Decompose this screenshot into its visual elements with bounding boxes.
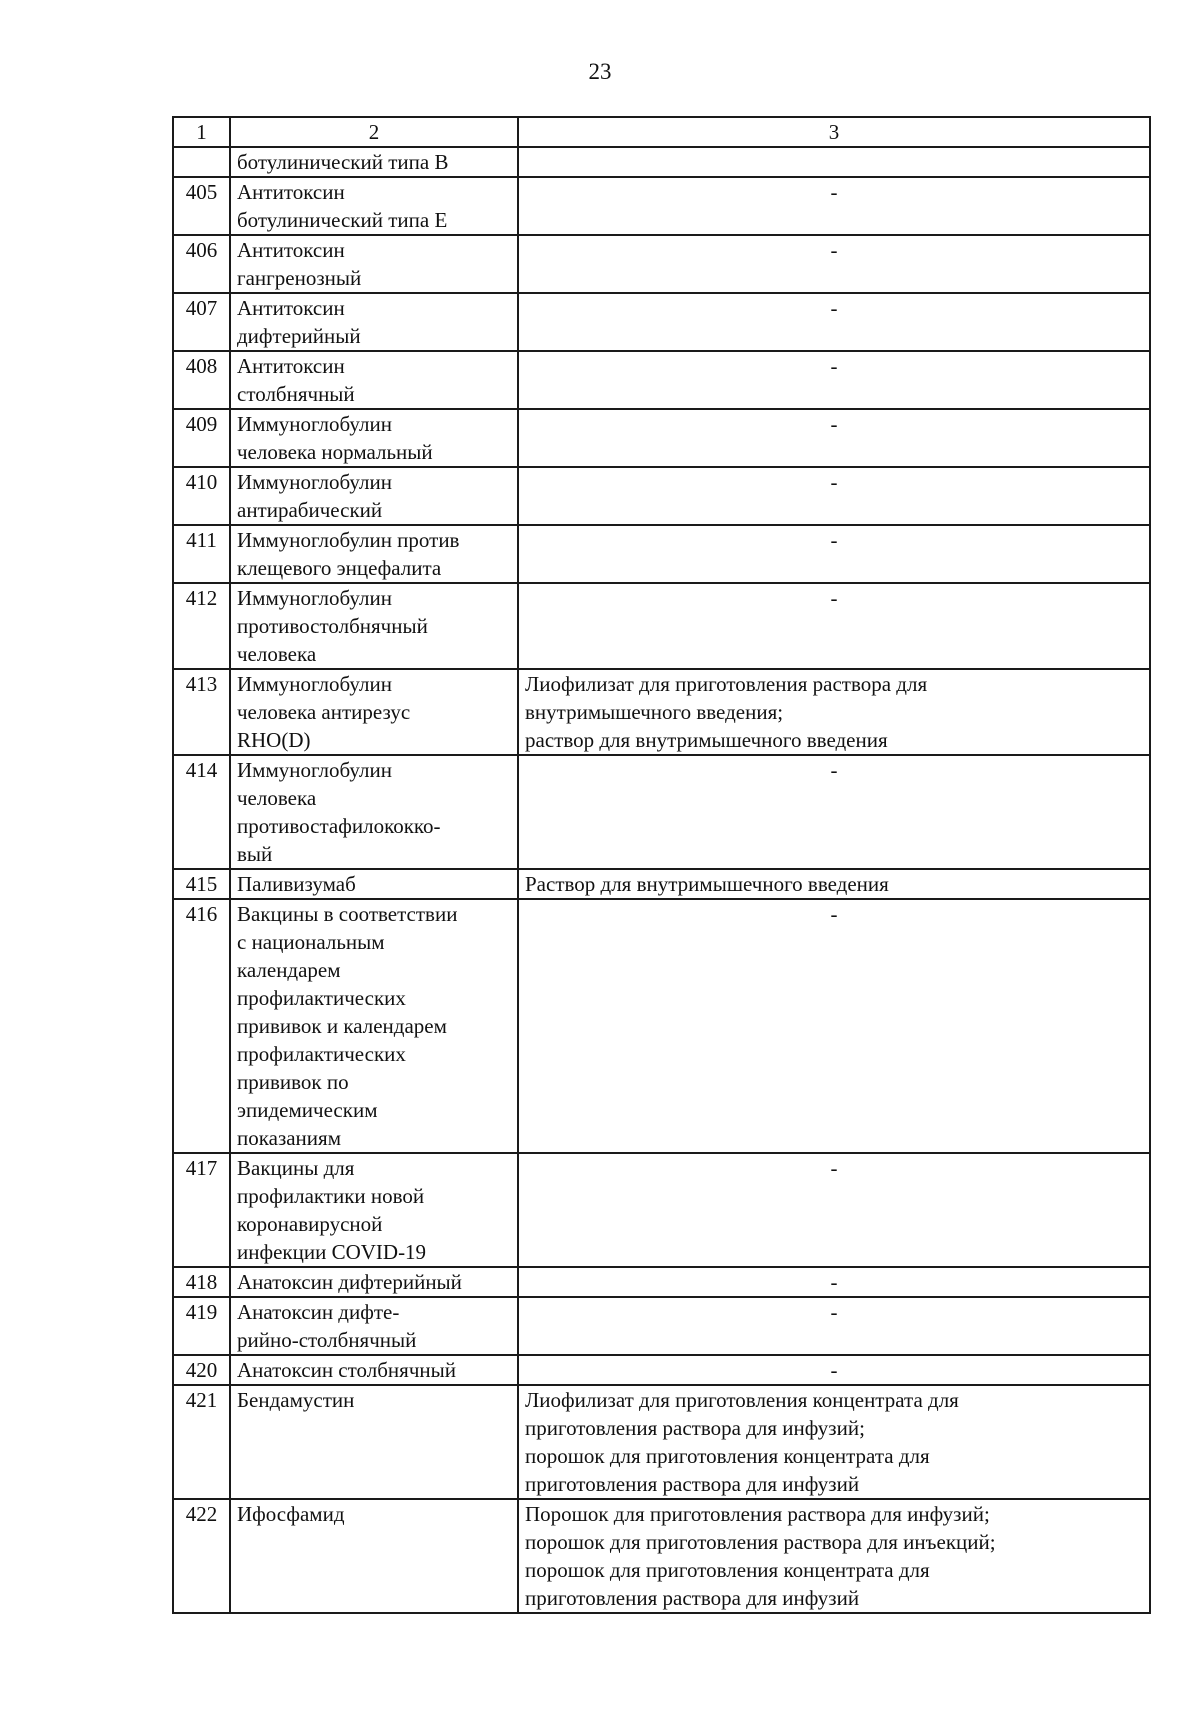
drug-name: Иммуноглобулин против клещевого энцефалита xyxy=(230,525,518,583)
dosage-form: - xyxy=(518,293,1150,351)
table-row xyxy=(173,669,1150,755)
row-number: 414 xyxy=(173,755,230,869)
drug-name: Иммуноглобулин противостолбнячный человека xyxy=(230,583,518,669)
dosage-form: - xyxy=(518,1355,1150,1385)
drug-name: Бендамустин xyxy=(230,1385,518,1499)
row-number: 417 xyxy=(173,1153,230,1267)
row-number: 410 xyxy=(173,467,230,525)
table-row xyxy=(173,1385,1150,1499)
drug-name: Иммуноглобулин человека нормальный xyxy=(230,409,518,467)
table-row xyxy=(173,899,1150,1153)
drug-name: Анатоксин дифтерийный xyxy=(230,1267,518,1297)
dosage-form: - xyxy=(518,235,1150,293)
row-number: 421 xyxy=(173,1385,230,1499)
dosage-form: - xyxy=(518,351,1150,409)
dosage-form: - xyxy=(518,1153,1150,1267)
drug-name: Иммуноглобулин человека антирезус RHO(D) xyxy=(230,669,518,755)
row-number: 419 xyxy=(173,1297,230,1355)
header-col-2: 2 xyxy=(230,117,518,147)
dosage-form: - xyxy=(518,1267,1150,1297)
drug-name: Вакцины в соответствии с национальным календарем профилактических прививок и календарем профилактических прививок по эпидемическим показаниям xyxy=(230,899,518,1153)
table-header-row xyxy=(173,117,1150,147)
drug-name: Иммуноглобулин антирабический xyxy=(230,467,518,525)
table-row xyxy=(173,1297,1150,1355)
row-number: 412 xyxy=(173,583,230,669)
row-number: 408 xyxy=(173,351,230,409)
table-row xyxy=(173,1355,1150,1385)
drug-name: Антитоксин ботулинический типа Е xyxy=(230,177,518,235)
row-number xyxy=(173,147,230,177)
dosage-form: - xyxy=(518,409,1150,467)
table-row xyxy=(173,869,1150,899)
row-number: 415 xyxy=(173,869,230,899)
table-row xyxy=(173,1267,1150,1297)
drug-name: Иммуноглобулин человека противостафилококко- вый xyxy=(230,755,518,869)
row-number: 413 xyxy=(173,669,230,755)
dosage-form: - xyxy=(518,899,1150,1153)
row-number: 409 xyxy=(173,409,230,467)
table-row xyxy=(173,1153,1150,1267)
dosage-form: Раствор для внутримышечного введения xyxy=(518,869,1150,899)
table-row xyxy=(173,147,1150,177)
drug-name: Вакцины для профилактики новой коронавирусной инфекции COVID-19 xyxy=(230,1153,518,1267)
row-number: 407 xyxy=(173,293,230,351)
dosage-form: Лиофилизат для приготовления концентрата для приготовления раствора для инфузий; порошок для приготовления концентрата для приготовления раствора для инфузий xyxy=(518,1385,1150,1499)
drug-name: Антитоксин гангренозный xyxy=(230,235,518,293)
drug-name: Анатоксин дифте- рийно-столбнячный xyxy=(230,1297,518,1355)
drug-name: Ифосфамид xyxy=(230,1499,518,1613)
table-row xyxy=(173,583,1150,669)
dosage-form: - xyxy=(518,467,1150,525)
table-row xyxy=(173,235,1150,293)
drug-name: Анатоксин столбнячный xyxy=(230,1355,518,1385)
header-col-1: 1 xyxy=(173,117,230,147)
row-number: 422 xyxy=(173,1499,230,1613)
drug-name: Паливизумаб xyxy=(230,869,518,899)
page-number: 23 xyxy=(588,59,612,84)
header-col-3: 3 xyxy=(518,117,1150,147)
table-row xyxy=(173,293,1150,351)
row-number: 418 xyxy=(173,1267,230,1297)
dosage-form: - xyxy=(518,177,1150,235)
dosage-form xyxy=(518,147,1150,177)
table-row xyxy=(173,409,1150,467)
drug-name: Антитоксин столбнячный xyxy=(230,351,518,409)
dosage-form: Порошок для приготовления раствора для инфузий; порошок для приготовления раствора для инъекций; порошок для приготовления концентрата для приготовления раствора для инфузий xyxy=(518,1499,1150,1613)
table-row xyxy=(173,755,1150,869)
table-row xyxy=(173,1499,1150,1613)
drug-name: ботулинический типа В xyxy=(230,147,518,177)
dosage-form: - xyxy=(518,1297,1150,1355)
dosage-form: - xyxy=(518,755,1150,869)
table-row xyxy=(173,177,1150,235)
row-number: 411 xyxy=(173,525,230,583)
drug-name: Антитоксин дифтерийный xyxy=(230,293,518,351)
dosage-form: - xyxy=(518,525,1150,583)
row-number: 420 xyxy=(173,1355,230,1385)
dosage-form: Лиофилизат для приготовления раствора для внутримышечного введения; раствор для внутримышечного введения xyxy=(518,669,1150,755)
table-row xyxy=(173,467,1150,525)
dosage-form: - xyxy=(518,583,1150,669)
row-number: 416 xyxy=(173,899,230,1153)
row-number: 405 xyxy=(173,177,230,235)
table-row xyxy=(173,525,1150,583)
row-number: 406 xyxy=(173,235,230,293)
drug-table xyxy=(172,116,1151,1614)
table-row xyxy=(173,351,1150,409)
